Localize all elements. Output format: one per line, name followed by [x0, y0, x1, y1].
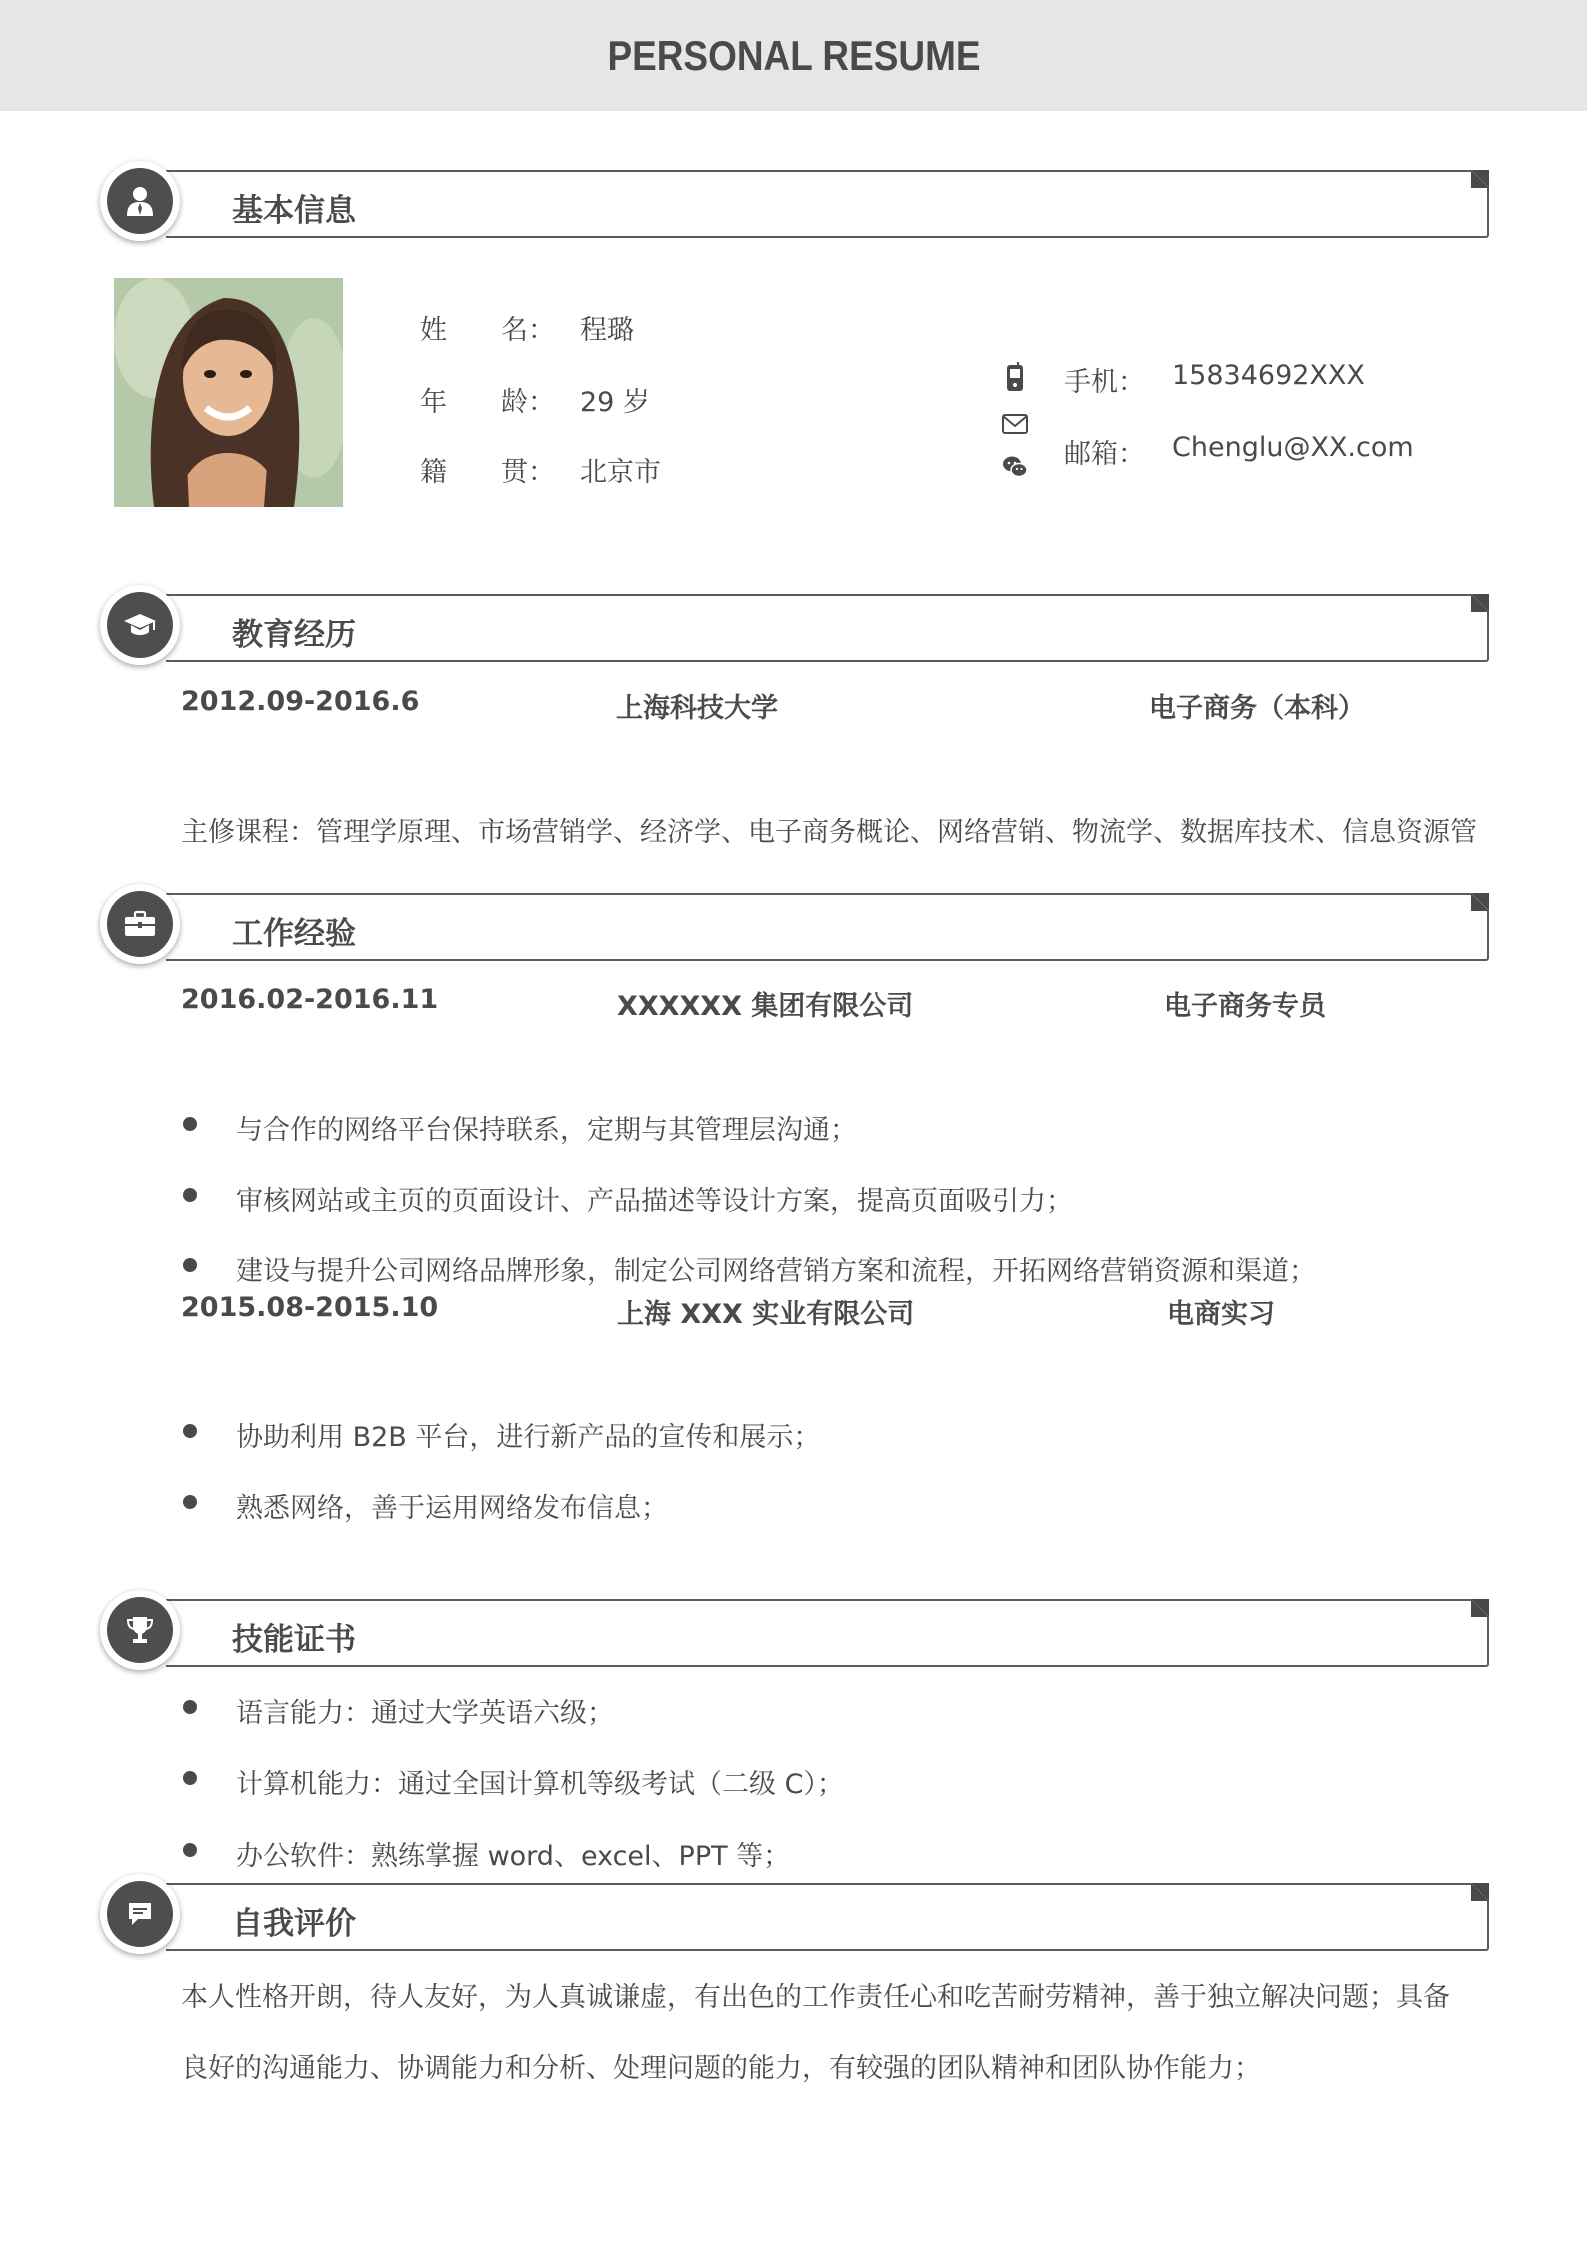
job-duty: 协助利用 B2B 平台，进行新产品的宣传和展示； [236, 1422, 821, 1453]
section-header-basic-info [100, 161, 1492, 241]
wechat-icon [1002, 455, 1028, 479]
briefcase-icon [124, 910, 156, 938]
trophy-icon [125, 1615, 155, 1645]
education-major: 电子商务（本科） [1149, 693, 1365, 724]
email-value: Chenglu@XX.com [1172, 432, 1414, 463]
bullet [183, 1258, 197, 1272]
name-label: 姓 名： [420, 315, 555, 346]
section-header-self-evaluation [100, 1874, 1492, 1954]
education-courses: 主修课程：管理学原理、市场营销学、经济学、电子商务概论、网络营销、物流学、数据库技术、信息资源管 [181, 817, 1477, 848]
bullet [183, 1424, 197, 1438]
age-value: 29 岁 [580, 387, 650, 418]
job-role: 电子商务专员 [1164, 991, 1326, 1022]
job-company: 上海 XXX 实业有限公司 [617, 1299, 915, 1330]
job-duty: 与合作的网络平台保持联系，定期与其管理层沟通； [236, 1115, 857, 1146]
section-title: 自我评价 [232, 1906, 356, 1942]
job-role: 电商实习 [1167, 1299, 1275, 1330]
job-period: 2015.08-2015.10 [181, 1292, 439, 1323]
job-duty: 熟悉网络，善于运用网络发布信息； [236, 1493, 668, 1524]
self-evaluation-line: 良好的沟通能力、协调能力和分析、处理问题的能力，有较强的团队精神和团队协作能力； [181, 2053, 1261, 2084]
user-icon [125, 185, 155, 217]
graduation-cap-icon [123, 612, 157, 638]
section-title: 教育经历 [232, 617, 356, 653]
section-title: 基本信息 [232, 193, 356, 229]
mail-icon [1002, 414, 1028, 434]
origin-label: 籍 贯： [420, 457, 555, 488]
page-header [0, 0, 1587, 111]
page-title: PERSONAL RESUME [606, 31, 981, 79]
phone-icon [1004, 362, 1026, 392]
job-duty: 审核网站或主页的页面设计、产品描述等设计方案，提高页面吸引力； [236, 1186, 1073, 1217]
phone-label: 手机： [1064, 367, 1145, 398]
phone-value: 15834692XXX [1172, 360, 1365, 391]
bullet [183, 1188, 197, 1202]
skill-item: 计算机能力：通过全国计算机等级考试（二级 C）； [236, 1769, 844, 1800]
education-period: 2012.09-2016.6 [181, 686, 420, 717]
job-period: 2016.02-2016.11 [181, 984, 439, 1015]
self-evaluation-line: 本人性格开朗，待人友好，为人真诚谦虚，有出色的工作责任心和吃苦耐劳精神，善于独立解决问题；具备 [181, 1982, 1450, 2013]
comment-icon [126, 1900, 154, 1928]
bullet [183, 1700, 197, 1714]
bullet [183, 1843, 197, 1857]
profile-photo [114, 278, 343, 507]
section-title: 技能证书 [232, 1622, 356, 1658]
bullet [183, 1495, 197, 1509]
section-title: 工作经验 [232, 916, 356, 952]
skill-item: 办公软件：熟练掌握 word、excel、PPT 等； [236, 1841, 791, 1872]
skill-item: 语言能力：通过大学英语六级； [236, 1698, 614, 1729]
bullet [183, 1117, 197, 1131]
age-label: 年 龄： [420, 387, 555, 418]
job-duty: 建设与提升公司网络品牌形象，制定公司网络营销方案和流程，开拓网络营销资源和渠道； [236, 1256, 1316, 1287]
education-school: 上海科技大学 [616, 693, 778, 724]
name-value: 程璐 [580, 315, 634, 346]
origin-value: 北京市 [580, 457, 661, 488]
job-company: XXXXXX 集团有限公司 [617, 991, 914, 1022]
email-label: 邮箱： [1064, 439, 1145, 470]
section-header-skills [100, 1590, 1492, 1670]
bullet [183, 1771, 197, 1785]
section-header-work [100, 884, 1492, 964]
section-header-education [100, 585, 1492, 665]
